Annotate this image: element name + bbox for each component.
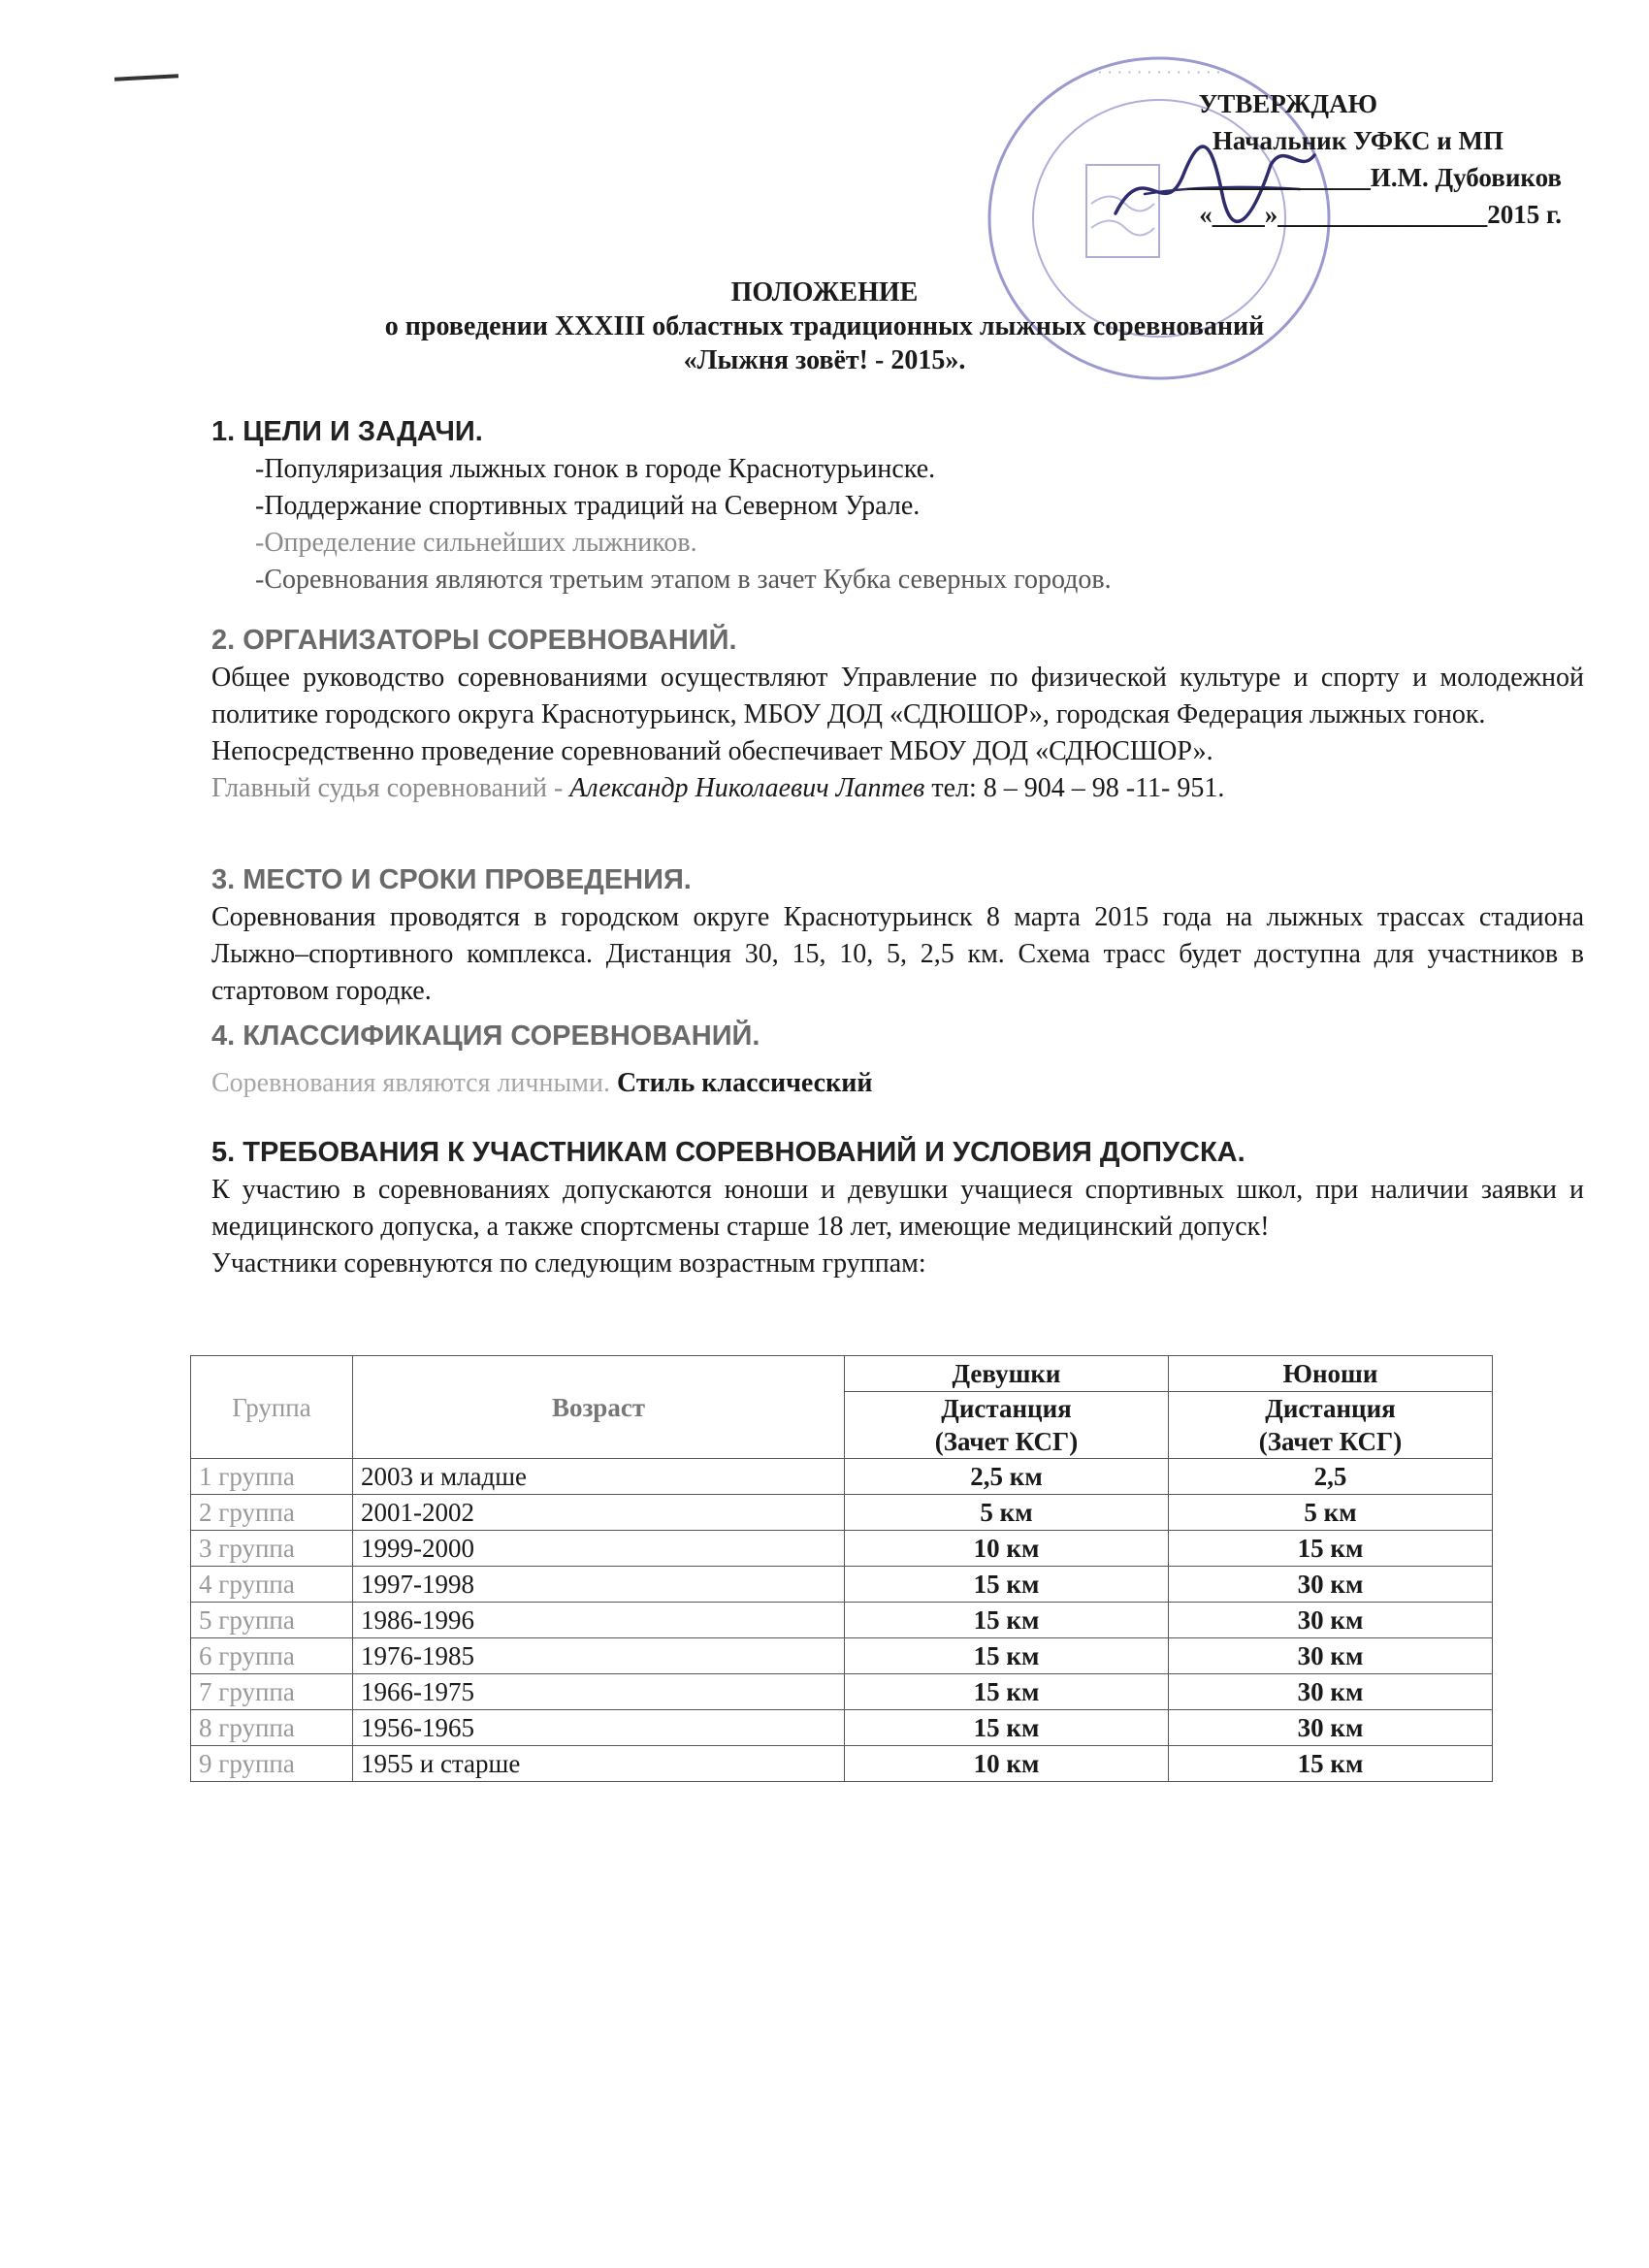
document-subtitle: о проведении XXXIII областных традиционных лыжных соревнований bbox=[384, 311, 1265, 341]
column-header-boys: Юноши bbox=[1169, 1356, 1493, 1392]
table-row bbox=[191, 1710, 1493, 1746]
section-requirements bbox=[211, 1133, 1584, 1282]
section-goals bbox=[211, 412, 1584, 599]
list-item: -Популяризация лыжных гонок в городе Краснотурьинске. bbox=[255, 454, 936, 484]
group-cell: 1 группа bbox=[191, 1459, 353, 1495]
age-cell: 1955 и старше bbox=[353, 1746, 845, 1782]
paragraph: Непосредственно проведение соревнований обеспечивает МБОУ ДОД «СДЮСШОР». bbox=[211, 736, 1213, 766]
girls-distance-cell: 5 км bbox=[845, 1495, 1169, 1531]
approval-block bbox=[1018, 85, 1562, 233]
column-header-girls: Девушки bbox=[845, 1356, 1169, 1392]
table-row bbox=[191, 1459, 1493, 1495]
group-cell: 6 группа bbox=[191, 1638, 353, 1674]
list-item: -Соревнования являются третьим этапом в зачет Кубка северных городов. bbox=[255, 565, 1112, 595]
paragraph: Соревнования проводятся в городском округе Краснотурьинск 8 марта 2015 года на лыжных трассах стадиона Лыжно–спортивного комплекса. Дистанция 30, 15, 10, 5, 2,5 км. Схема трасс будет доступна для участников в стартовом городке. bbox=[211, 902, 1584, 1006]
table-row bbox=[191, 1603, 1493, 1638]
approval-heading: УТВЕРЖДАЮ bbox=[1198, 89, 1377, 118]
approval-date: «____»________________2015 г. bbox=[1199, 200, 1562, 229]
table-row bbox=[191, 1674, 1493, 1710]
paragraph: Участники соревнуются по следующим возрастным группам: bbox=[211, 1248, 926, 1279]
boys-distance-cell: 30 км bbox=[1169, 1674, 1493, 1710]
age-cell: 1966-1975 bbox=[353, 1674, 845, 1710]
group-cell: 4 группа bbox=[191, 1567, 353, 1603]
section-heading: 3. МЕСТО И СРОКИ ПРОВЕДЕНИЯ. bbox=[211, 864, 692, 895]
boys-distance-cell: 30 км bbox=[1169, 1710, 1493, 1746]
table-header-row bbox=[191, 1356, 1493, 1392]
list-item: -Поддержание спортивных традиций на Северном Урале. bbox=[255, 491, 921, 521]
age-cell: 1999-2000 bbox=[353, 1531, 845, 1567]
group-cell: 7 группа bbox=[191, 1674, 353, 1710]
girls-distance-cell: 15 км bbox=[845, 1674, 1169, 1710]
event-name: «Лыжня зовёт! - 2015». bbox=[683, 345, 966, 375]
girls-distance-cell: 10 км bbox=[845, 1746, 1169, 1782]
pen-mark bbox=[114, 74, 178, 81]
table-row bbox=[191, 1746, 1493, 1782]
boys-distance-cell: 30 км bbox=[1169, 1567, 1493, 1603]
classification-text: Соревнования являются личными. bbox=[211, 1068, 617, 1098]
boys-distance-cell: 30 км bbox=[1169, 1638, 1493, 1674]
girls-distance-cell: 15 км bbox=[845, 1603, 1169, 1638]
approval-signatory: ______________И.М. Дубовиков bbox=[1186, 163, 1562, 192]
age-cell: 2003 и младше bbox=[353, 1459, 845, 1495]
paragraph: К участию в соревнованиях допускаются юноши и девушки учащиеся спортивных школ, при наличии заявки и медицинского допуска, а также спортсмены старше 18 лет, имеющие медицинский допуск! bbox=[211, 1175, 1584, 1242]
chief-judge-name: Александр Николаевич Лаптев bbox=[569, 773, 925, 803]
section-heading: 2. ОРГАНИЗАТОРЫ СОРЕВНОВАНИЙ. bbox=[211, 625, 737, 656]
section-place-dates bbox=[211, 860, 1584, 1010]
boys-distance-cell: 30 км bbox=[1169, 1603, 1493, 1638]
list-item: -Определение сильнейших лыжников. bbox=[255, 528, 697, 558]
group-cell: 5 группа bbox=[191, 1603, 353, 1638]
distance-note: (Зачет КСГ) bbox=[1258, 1427, 1403, 1456]
section-classification bbox=[211, 1017, 1584, 1102]
column-header-group: Группа bbox=[191, 1356, 353, 1459]
age-cell: 1976-1985 bbox=[353, 1638, 845, 1674]
age-cell: 2001-2002 bbox=[353, 1495, 845, 1531]
chief-judge-phone: тел: 8 – 904 – 98 -11- 951. bbox=[924, 773, 1225, 803]
age-groups-table bbox=[190, 1355, 1493, 1782]
group-cell: 3 группа bbox=[191, 1531, 353, 1567]
age-cell: 1997-1998 bbox=[353, 1567, 845, 1603]
approval-position: Начальник УФКС и МП bbox=[1212, 126, 1504, 155]
table-row bbox=[191, 1638, 1493, 1674]
table-body bbox=[191, 1459, 1493, 1782]
table-row bbox=[191, 1567, 1493, 1603]
age-cell: 1956-1965 bbox=[353, 1710, 845, 1746]
boys-distance-cell: 15 км bbox=[1169, 1746, 1493, 1782]
section-heading: 1. ЦЕЛИ И ЗАДАЧИ. bbox=[211, 416, 483, 447]
paragraph bbox=[211, 1065, 1584, 1102]
group-cell: 8 группа bbox=[191, 1710, 353, 1746]
boys-distance-header bbox=[1169, 1392, 1493, 1459]
group-cell: 2 группа bbox=[191, 1495, 353, 1531]
distance-label: Дистанция bbox=[941, 1394, 1072, 1423]
chief-judge-line bbox=[211, 770, 1584, 807]
column-header-age: Возраст bbox=[353, 1356, 845, 1459]
table-row bbox=[191, 1495, 1493, 1531]
paragraph: Общее руководство соревнованиями осуществляют Управление по физической культуре и спорту и молодежной политике городского округа Краснотурьинск, МБОУ ДОД «СДЮШОР», городская Федерация лыжных гонок. bbox=[211, 663, 1584, 729]
section-heading: 4. КЛАССИФИКАЦИЯ СОРЕВНОВАНИЙ. bbox=[211, 1021, 760, 1052]
girls-distance-cell: 15 км bbox=[845, 1567, 1169, 1603]
girls-distance-cell: 15 км bbox=[845, 1638, 1169, 1674]
girls-distance-header bbox=[845, 1392, 1169, 1459]
group-cell: 9 группа bbox=[191, 1746, 353, 1782]
svg-text:· · · · · · · · · · · · ·: · · · · · · · · · · · · · bbox=[1097, 63, 1221, 81]
section-heading: 5. ТРЕБОВАНИЯ К УЧАСТНИКАМ СОРЕВНОВАНИЙ И УСЛОВИЯ ДОПУСКА. bbox=[211, 1137, 1245, 1168]
girls-distance-cell: 10 км bbox=[845, 1531, 1169, 1567]
section-organizers bbox=[211, 621, 1584, 807]
classification-style: Стиль классический bbox=[617, 1068, 873, 1098]
boys-distance-cell: 2,5 bbox=[1169, 1459, 1493, 1495]
distance-label: Дистанция bbox=[1265, 1394, 1396, 1423]
chief-judge-label: Главный судья соревнований - bbox=[211, 773, 570, 803]
boys-distance-cell: 15 км bbox=[1169, 1531, 1493, 1567]
distance-note: (Зачет КСГ) bbox=[934, 1427, 1079, 1456]
document-title: ПОЛОЖЕНИЕ bbox=[730, 277, 919, 308]
age-cell: 1986-1996 bbox=[353, 1603, 845, 1638]
girls-distance-cell: 2,5 км bbox=[845, 1459, 1169, 1495]
boys-distance-cell: 5 км bbox=[1169, 1495, 1493, 1531]
girls-distance-cell: 15 км bbox=[845, 1710, 1169, 1746]
table-row bbox=[191, 1531, 1493, 1567]
